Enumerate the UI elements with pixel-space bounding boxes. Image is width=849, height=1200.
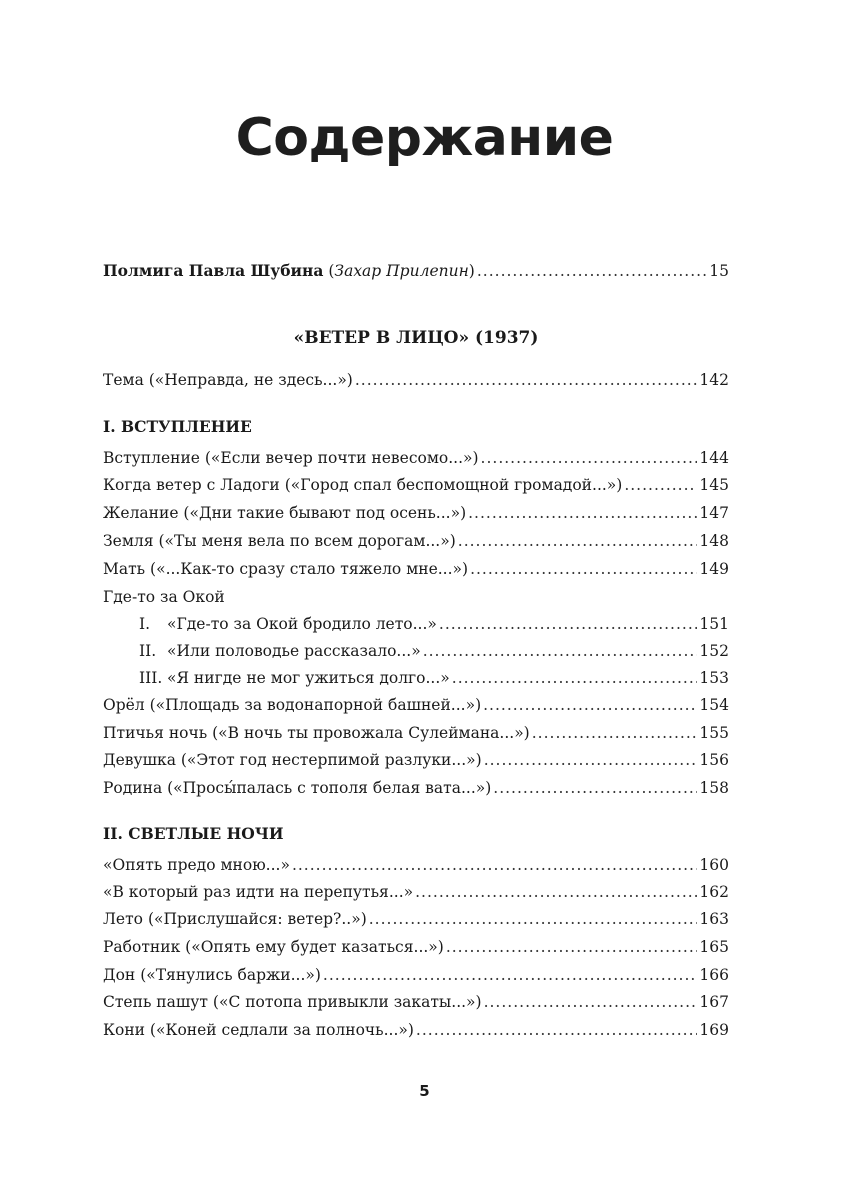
page-ref: 163 (699, 910, 729, 928)
page-title: Содержание (235, 108, 614, 168)
leader-dots (323, 963, 697, 987)
leader-dots (483, 693, 697, 717)
toc-entry: Родина («Просы́палась с тополя белая вата...») ..... 158 (103, 776, 729, 800)
toc-entry: Земля («Ты меня вела по всем дорогам...») ..... 148 (103, 529, 729, 553)
leader-dots (458, 529, 698, 553)
toc-entry: Орёл («Площадь за водонапорной башней...») ..... 154 (103, 693, 729, 717)
page-ref: 166 (699, 966, 729, 984)
toc-entry-intro: Полмига Павла Шубина (Захар Прилепин) ..... 15 (103, 259, 729, 283)
leader-dots (493, 776, 697, 800)
page-ref: 145 (699, 476, 729, 494)
toc-subentry: III. «Я нигде не мог ужиться долго...» ..... 153 (139, 666, 729, 690)
page-ref: 165 (699, 938, 729, 956)
page-ref: 158 (699, 779, 729, 797)
leader-dots (484, 990, 698, 1014)
page-ref: 144 (699, 449, 729, 467)
leader-dots (369, 907, 698, 931)
toc-entry: «В который раз идти на перепутья...» ..... 162 (103, 880, 729, 904)
toc-entry: Степь пашут («С потопа привыкли закаты...») ..... 167 (103, 990, 729, 1014)
intro-author: Захар Прилепин (334, 262, 469, 280)
leader-dots (484, 748, 698, 772)
page-ref: 162 (699, 883, 729, 901)
page-number: 5 (419, 1082, 430, 1100)
leader-dots (624, 473, 697, 497)
leader-dots (446, 935, 698, 959)
intro-title: Полмига Павла Шубина (103, 261, 324, 280)
leader-dots (423, 639, 698, 663)
toc-entry: Лето («Прислушайся: ветер?..») ..... 163 (103, 907, 729, 931)
page-ref: 167 (699, 993, 729, 1011)
leader-dots (452, 666, 698, 690)
page-ref: 147 (699, 504, 729, 522)
page-ref: 155 (699, 724, 729, 742)
page-ref: 142 (699, 371, 729, 389)
book-heading: «ВЕТЕР В ЛИЦО» (1937) (293, 328, 539, 348)
page-ref: 154 (699, 696, 729, 714)
page-ref: 153 (699, 669, 729, 687)
page-ref: 15 (709, 262, 729, 280)
toc-entry: Девушка («Этот год нестерпимой разлуки...») ..... 156 (103, 748, 729, 772)
page-ref: 156 (699, 751, 729, 769)
leader-dots (439, 612, 698, 636)
page-ref: 151 (699, 615, 729, 633)
page-ref: 149 (699, 560, 729, 578)
section-heading-part1: I. ВСТУПЛЕНИЕ (103, 417, 252, 436)
page-ref: 160 (699, 856, 729, 874)
toc-group-title: Где-то за Окой (103, 588, 225, 606)
leader-dots (416, 1018, 697, 1042)
leader-dots (481, 446, 698, 470)
toc-entry: Желание («Дни такие бывают под осень...») ..... 147 (103, 501, 729, 525)
toc-entry: Вступление («Если вечер почти невесомо...») ..... 144 (103, 446, 729, 470)
page-ref: 169 (699, 1021, 729, 1039)
leader-dots (477, 259, 707, 283)
toc-subentry: II. «Или половодье рассказало...» ..... 152 (139, 639, 729, 663)
toc-entry-theme: Тема («Неправда, не здесь...») ..... 142 (103, 368, 729, 392)
toc-entry: Работник («Опять ему будет казаться...») ..... 165 (103, 935, 729, 959)
page-ref: 152 (699, 642, 729, 660)
leader-dots (470, 557, 697, 581)
toc-subentry: I. «Где-то за Окой бродило лето...» ..... 151 (139, 612, 729, 636)
toc-entry: Птичья ночь («В ночь ты провожала Сулеймана...») ..... 155 (103, 721, 729, 745)
toc-entry: Дон («Тянулись баржи...») ..... 166 (103, 963, 729, 987)
leader-dots (292, 853, 697, 877)
toc-entry: «Опять предо мною...» ..... 160 (103, 853, 729, 877)
leader-dots (532, 721, 698, 745)
toc-entry: Мать («...Как-то сразу стало тяжело мне...») ..... 149 (103, 557, 729, 581)
page-ref: 148 (699, 532, 729, 550)
leader-dots (355, 368, 698, 392)
toc-entry: Когда ветер с Ладоги («Город спал беспомощной громадой...») ..... 145 (103, 473, 729, 497)
leader-dots (468, 501, 697, 525)
section-heading-part2: II. СВЕТЛЫЕ НОЧИ (103, 824, 284, 843)
leader-dots (415, 880, 697, 904)
toc-entry: Кони («Коней седлали за полночь...») ..... 169 (103, 1018, 729, 1042)
